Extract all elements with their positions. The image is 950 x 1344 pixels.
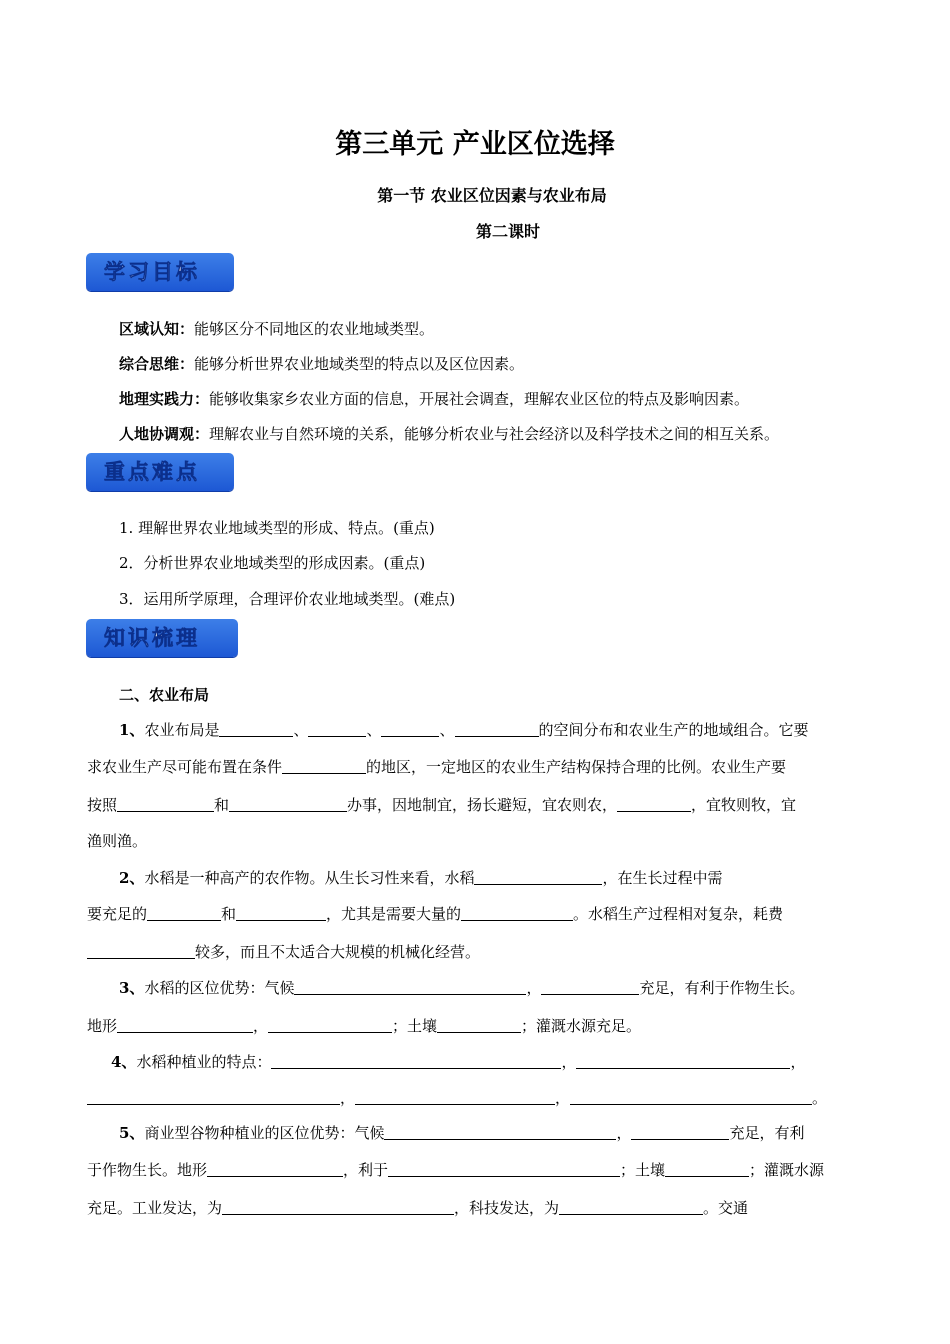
answer-blank[interactable] <box>294 980 526 995</box>
objective-label: 区域认知： <box>119 320 195 338</box>
answer-blank[interactable] <box>229 797 347 812</box>
objective-label: 综合思维： <box>119 355 195 373</box>
question-number: 5、 <box>119 1124 145 1142</box>
answer-blank[interactable] <box>384 1125 616 1140</box>
answer-blank[interactable] <box>437 1018 521 1033</box>
question-4-line: ， ， 。 <box>87 1087 827 1108</box>
answer-blank[interactable] <box>381 722 439 737</box>
question-3-line: 地形 ， ；土壤 ；灌溉水源充足。 <box>87 1017 642 1035</box>
objective-text: 能够区分不同地区的农业地域类型。 <box>194 320 435 338</box>
question-number: 2、 <box>119 869 145 887</box>
key-point-item: 3．运用所学原理，合理评价农业地域类型。(难点) <box>119 590 456 608</box>
objective-item <box>119 388 749 409</box>
answer-blank[interactable] <box>222 1200 454 1215</box>
key-point-item: 2．分析世界农业地域类型的形成因素。(重点) <box>119 554 426 572</box>
knowledge-heading: 二、农业布局 <box>119 686 210 704</box>
answer-blank[interactable] <box>559 1200 703 1215</box>
question-1-line: 求农业生产尽可能布置在条件 的地区，一定地区的农业生产结构保持合理的比例。农业生产要 <box>87 758 787 776</box>
question-5-line: 于作物生长。地形 ，利于 ；土壤 ；灌溉水源 <box>87 1161 825 1179</box>
answer-blank[interactable] <box>207 1162 343 1177</box>
question-2-line: 2、水稻是一种高产的农作物。从生长习性来看，水稻 ，在生长过程中需 <box>119 869 723 887</box>
objective-text: 理解农业与自然环境的关系，能够分析农业与社会经济以及科学技术之间的相互关系。 <box>209 425 780 443</box>
objective-text: 能够收集家乡农业方面的信息，开展社会调查，理解农业区位的特点及影响因素。 <box>209 390 750 408</box>
unit-title: 第三单元 产业区位选择 <box>335 129 615 160</box>
answer-blank[interactable] <box>474 870 602 885</box>
question-number: 3、 <box>119 979 145 997</box>
key-points-badge: 重点难点 <box>86 453 234 491</box>
answer-blank[interactable] <box>117 797 214 812</box>
objective-item <box>119 318 434 339</box>
section-title: 第一节 农业区位因素与农业布局 <box>377 186 607 205</box>
question-1-line: 渔则渔。 <box>87 832 148 850</box>
key-point-item: 1. 理解世界农业地域类型的形成、特点。(重点) <box>119 519 435 537</box>
answer-blank[interactable] <box>570 1090 812 1105</box>
answer-blank[interactable] <box>268 1018 392 1033</box>
objectives-badge: 学习目标 <box>86 253 234 291</box>
question-4-line: 4、水稻种植业的特点： ， ， <box>111 1053 806 1071</box>
answer-blank[interactable] <box>617 797 691 812</box>
answer-blank[interactable] <box>271 1054 561 1069</box>
answer-blank[interactable] <box>308 722 366 737</box>
question-1-line: 按照 和 办事，因地制宜，扬长避短，宜农则农， ，宜牧则牧，宜 <box>87 796 797 814</box>
question-5-line: 5、商业型谷物种植业的区位优势：气候 ， 充足，有利 <box>119 1124 805 1142</box>
question-2-line: 要充足的 和 ，尤其是需要大量的 。水稻生产过程相对复杂，耗费 <box>87 905 784 923</box>
answer-blank[interactable] <box>219 722 293 737</box>
objective-label: 地理实践力： <box>119 390 210 408</box>
answer-blank[interactable] <box>455 722 539 737</box>
question-2-line: 较多，而且不太适合大规模的机械化经营。 <box>87 941 480 962</box>
answer-blank[interactable] <box>541 980 639 995</box>
objective-label: 人地协调观： <box>119 425 210 443</box>
answer-blank[interactable] <box>461 906 573 921</box>
question-number: 1、 <box>119 721 145 739</box>
answer-blank[interactable] <box>87 944 195 959</box>
objective-text: 能够分析世界农业地域类型的特点以及区位因素。 <box>194 355 525 373</box>
answer-blank[interactable] <box>117 1018 253 1033</box>
question-3-line: 3、水稻的区位优势：气候 ， 充足，有利于作物生长。 <box>119 979 805 997</box>
objective-item <box>119 353 524 374</box>
answer-blank[interactable] <box>282 759 366 774</box>
answer-blank[interactable] <box>665 1162 749 1177</box>
answer-blank[interactable] <box>355 1090 555 1105</box>
answer-blank[interactable] <box>631 1125 729 1140</box>
lesson-label: 第二课时 <box>475 222 540 241</box>
answer-blank[interactable] <box>576 1054 790 1069</box>
answer-blank[interactable] <box>87 1090 340 1105</box>
answer-blank[interactable] <box>236 906 326 921</box>
question-1-line: 1、农业布局是 、 、 、 的空间分布和农业生产的地域组合。它要 <box>119 721 809 739</box>
objective-item <box>119 423 779 444</box>
question-number: 4、 <box>111 1053 137 1071</box>
answer-blank[interactable] <box>147 906 221 921</box>
knowledge-badge: 知识梳理 <box>86 619 238 657</box>
answer-blank[interactable] <box>388 1162 620 1177</box>
question-5-line: 充足。工业发达，为 ，科技发达，为 。交通 <box>87 1199 749 1217</box>
